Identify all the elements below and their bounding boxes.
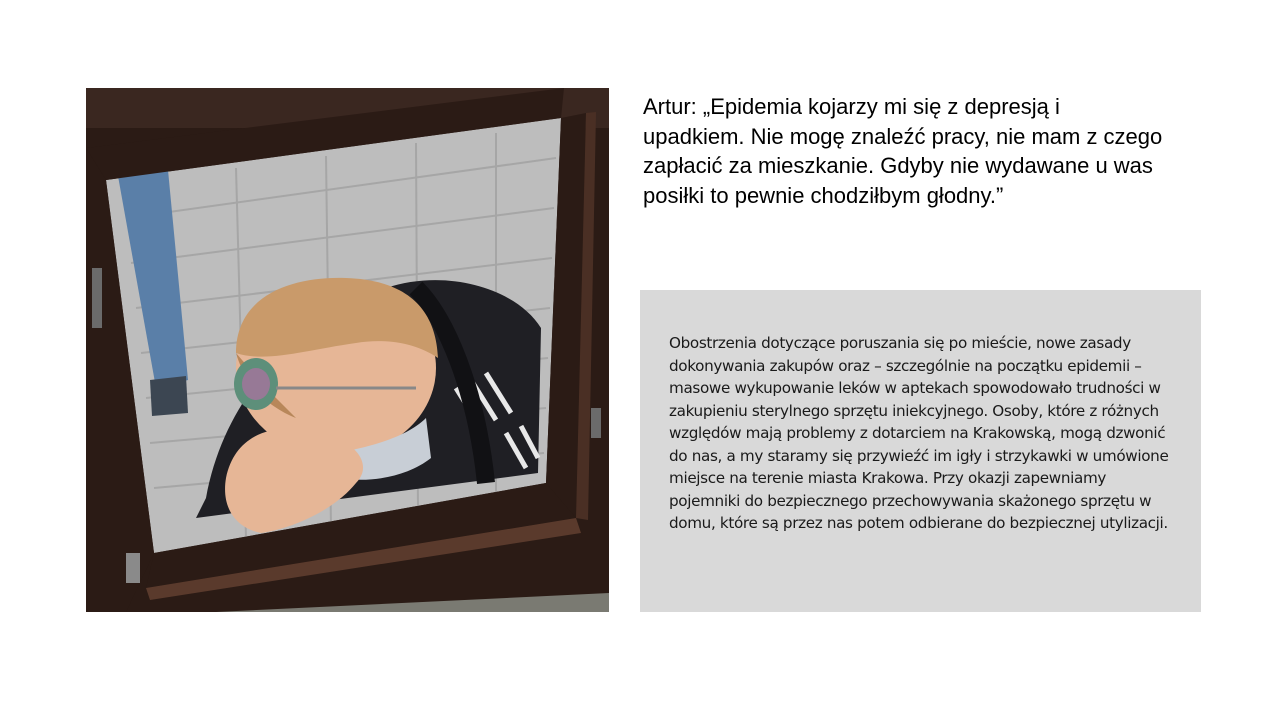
info-text: Obostrzenia dotyczące poruszania się po mieście, nowe zasady dokonywania zakupów oraz – szczególnie na początku epidemii – masowe wykupowanie leków w aptekach spowodowało trudności w zakupieniu sterylnego sprzętu iniekcyjnego. Osoby, które z różnych względów mają problemy z dotarciem na Krakowską, mogą dzwonić do nas, a my staramy się przywieźć im igły i strzykawki w umówione miejsce na terenie miasta Krakowa. Przy okazji zapewniamy pojemniki do bezpiecznego przechowywania skażonego sprzętu w domu, które są przez nas potem odbierane do bezpiecznej utylizacji. <box>669 334 1169 532</box>
photo-man-at-window <box>86 88 609 612</box>
quote-text: Artur: „Epidemia kojarzy mi się z depresją i upadkiem. Nie mogę znaleźć pracy, nie mam z czego zapłacić za mieszkanie. Gdyby nie wydawane u was posiłki to pewnie chodziłbym głodny.” <box>643 94 1163 208</box>
info-box <box>640 290 1201 612</box>
